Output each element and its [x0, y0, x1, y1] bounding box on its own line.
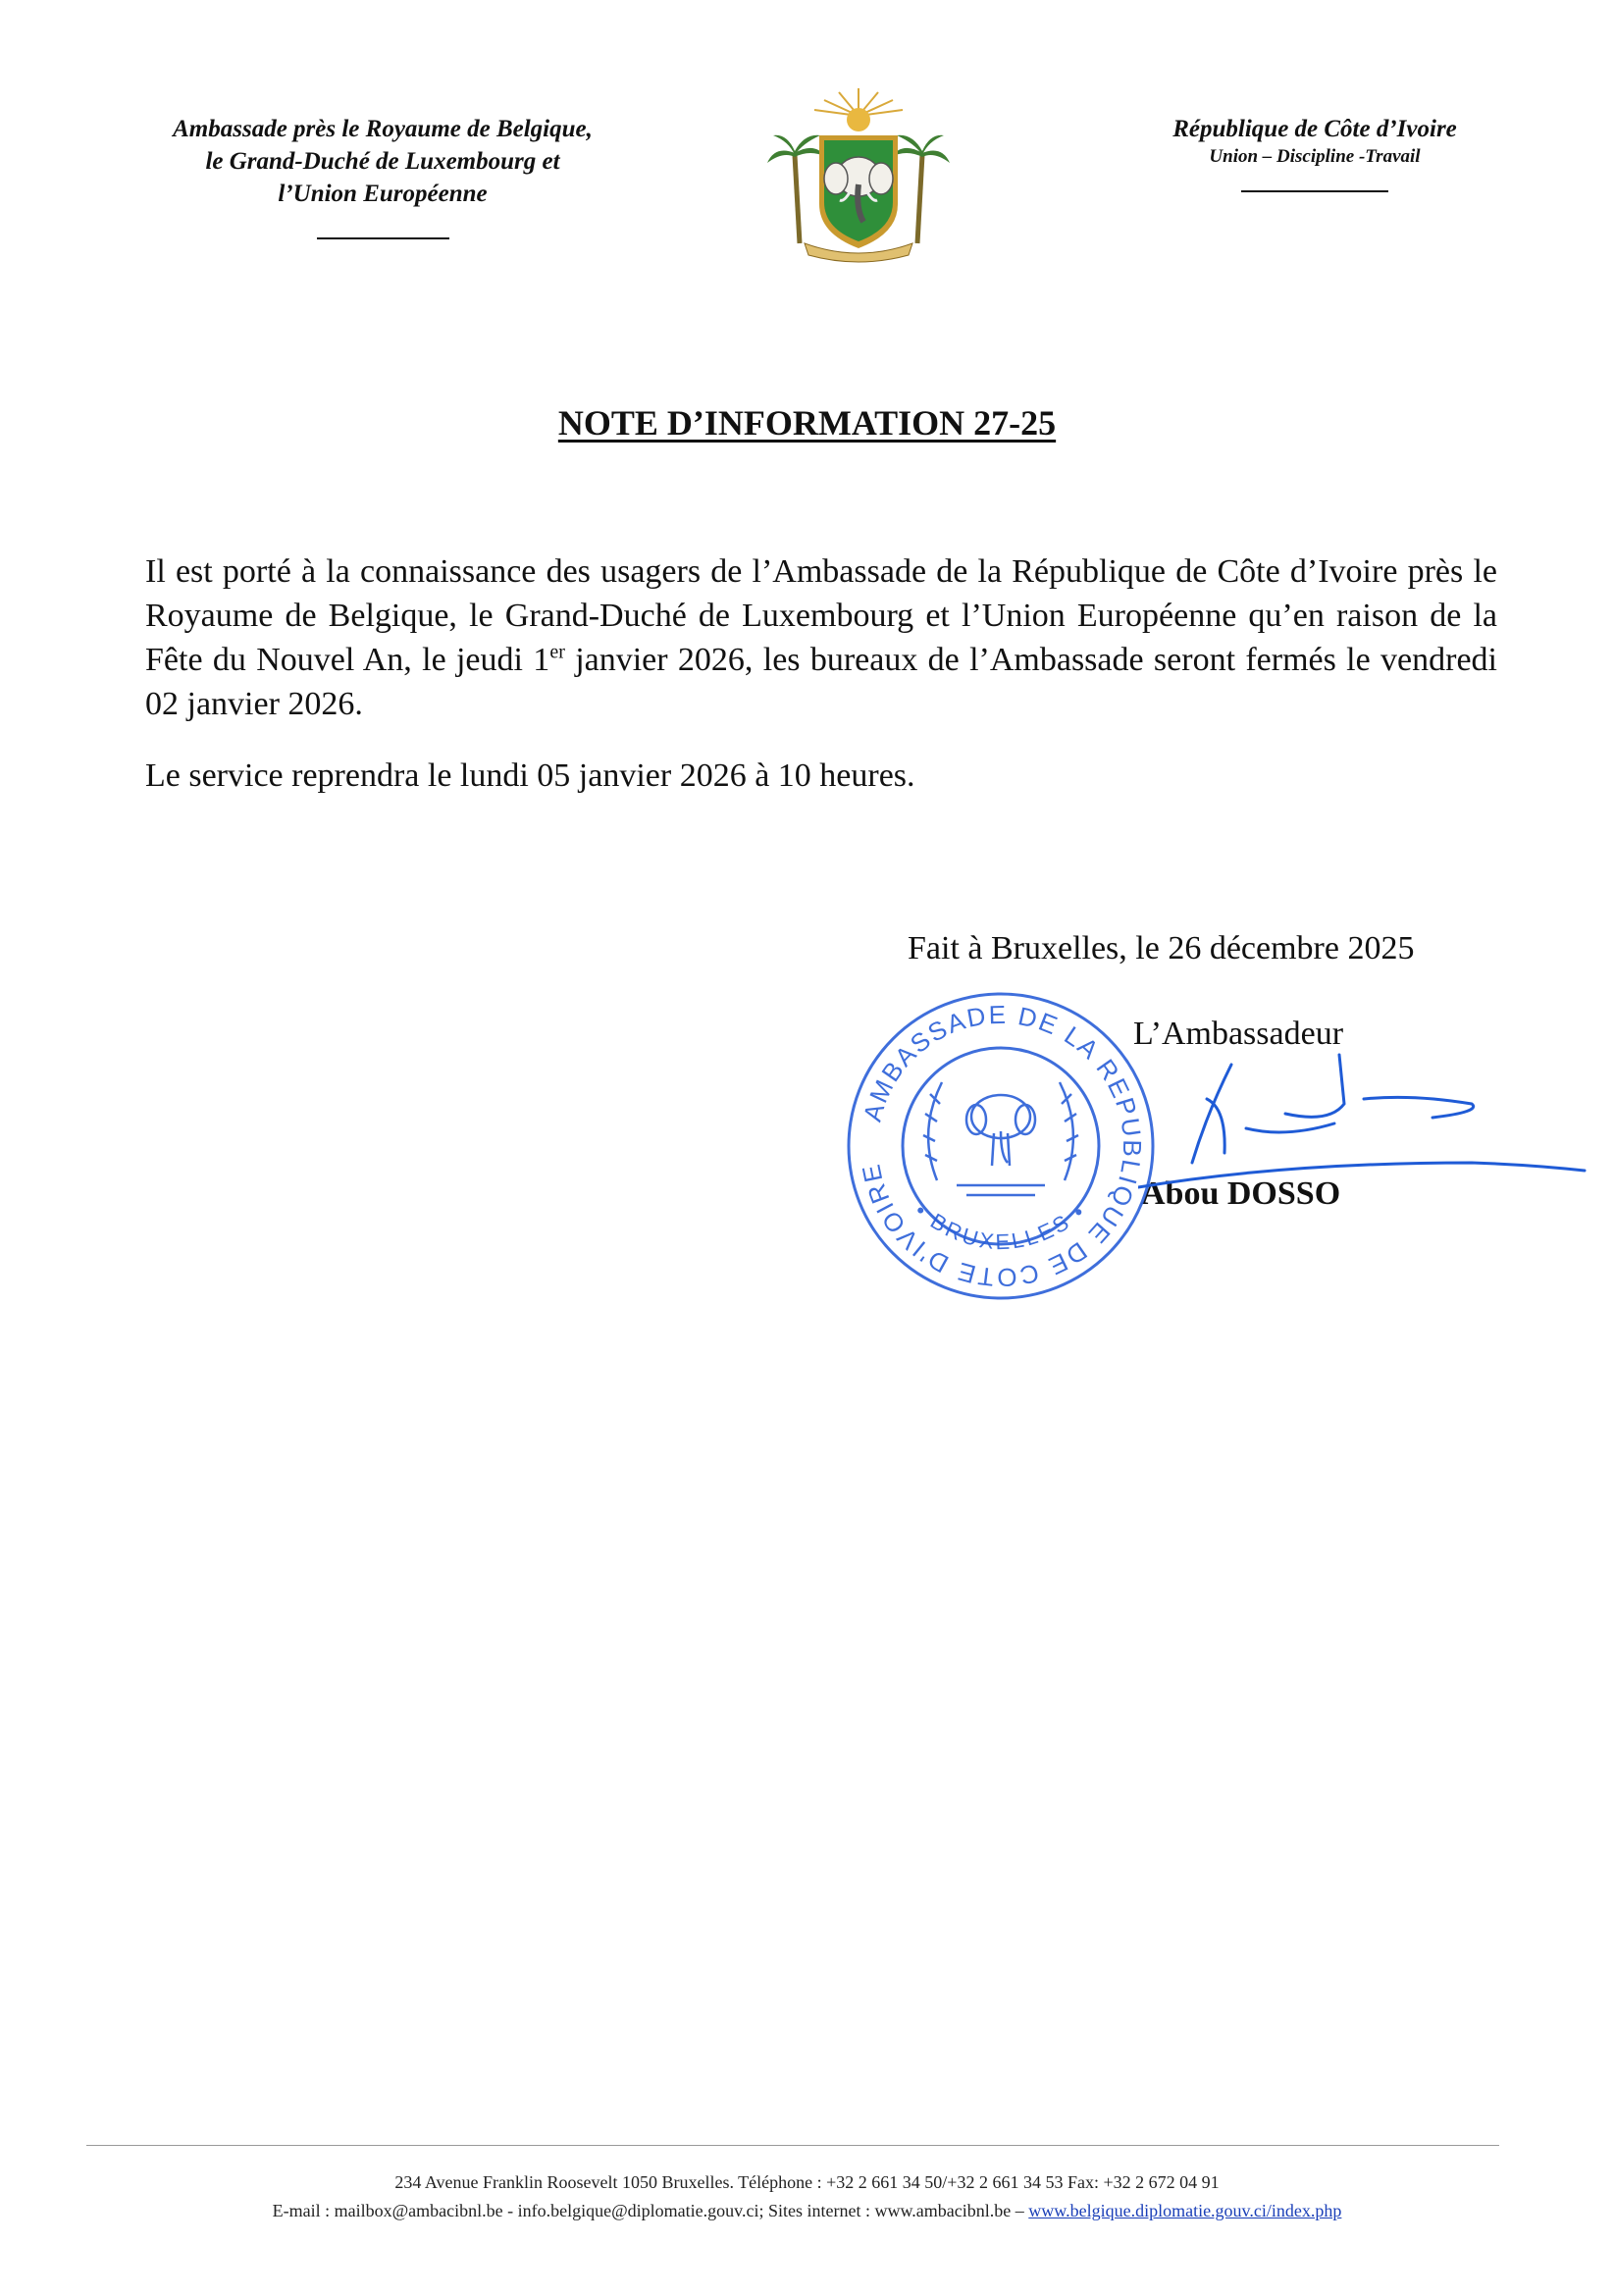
footer-contact-text: E-mail : mailbox@ambacibnl.be - info.belgique@diplomatie.gouv.ci; Sites internet : www.ambacibnl.be – — [272, 2201, 1029, 2220]
paragraph-1-text-end: janvier 2026, les bureaux de l’Ambassade seront fermés le vendredi 02 janvier 2026. — [145, 642, 1497, 722]
republic-header — [1109, 113, 1521, 192]
national-motto: Union – Discipline -Travail — [1209, 146, 1421, 167]
coat-of-arms-icon — [765, 86, 952, 268]
place-date: Fait à Bruxelles, le 26 décembre 2025 — [908, 930, 1415, 966]
republic-name: République de Côte d’Ivoire — [1172, 116, 1457, 142]
document-body — [145, 549, 1497, 798]
paragraph-2: Le service reprendra le lundi 05 janvier 2026 à 10 heures. — [145, 757, 915, 794]
svg-text:• BRUXELLES •: • BRUXELLES • — [910, 1198, 1092, 1255]
official-stamp-icon — [839, 984, 1163, 1308]
embassy-header — [98, 113, 667, 239]
header-left-divider — [317, 237, 449, 239]
embassy-header-line-1: Ambassade près le Royaume de Belgique, — [173, 116, 593, 142]
signatory-role: L’Ambassadeur — [1133, 1016, 1344, 1052]
document-title: NOTE D’INFORMATION 27-25 — [557, 403, 1057, 443]
paragraph-1 — [145, 549, 1497, 726]
paragraph-1-text: Il est porté à la connaissance des usagers de l’Ambassade de la République de Côte d’Ivoire près le Royaume de Belgique, le Grand-Duché de Luxembourg et l’Union Européenne qu’en raison de la Fête du Nouvel An, le jeudi 1 — [145, 553, 1497, 678]
embassy-header-line-2: le Grand-Duché de Luxembourg et — [205, 148, 560, 175]
svg-text:AMBASSADE DE LA REPUBLIQUE DE: AMBASSADE DE LA REPUBLIQUE DE COTE D'IVOIRE — [856, 999, 1148, 1293]
website-link[interactable]: www.belgique.diplomatie.gouv.ci/index.php — [1028, 2201, 1342, 2220]
signatory-name: Abou DOSSO — [1141, 1175, 1341, 1212]
footer — [59, 2168, 1555, 2225]
footer-address: 234 Avenue Franklin Roosevelt 1050 Bruxelles. Téléphone : +32 2 661 34 50/+32 2 661 34 53 Fax: +32 2 672 04 91 — [394, 2172, 1220, 2192]
footer-contact — [59, 2197, 1555, 2225]
embassy-header-line-3: l’Union Européenne — [278, 181, 488, 207]
footer-divider — [86, 2145, 1499, 2146]
handwritten-signature-icon — [1138, 1045, 1589, 1212]
ordinal-superscript: er — [549, 641, 565, 663]
header-right-divider — [1241, 190, 1388, 192]
